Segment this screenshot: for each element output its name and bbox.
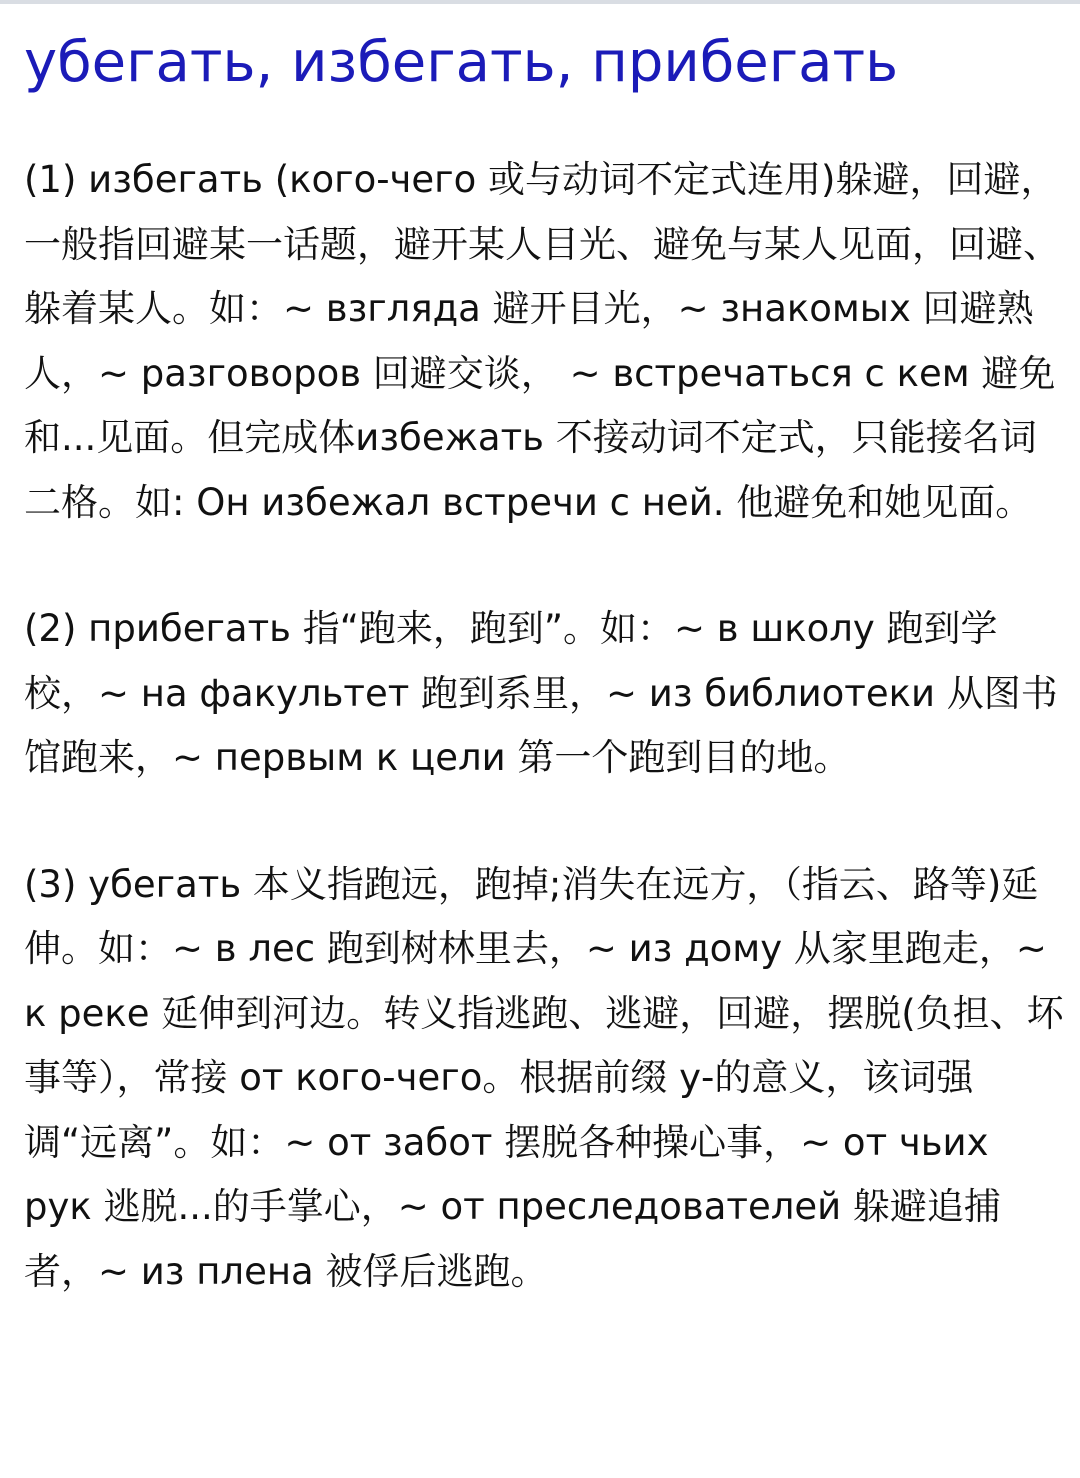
top-divider	[0, 0, 1080, 4]
definition-section-1: (1) избегать (кого-чего 或与动词不定式连用)躲避，回避，一般指回避某一话题，避开某人目光、避免与某人见面，回避、躲着某人。如：~ взгляда 避开目光，~ знакомых 回避熟人，~ разговоров 回避交谈， ~ встречаться с кем 避免和...见面。但完成体избежать 不接动词不定式，只能接名词二格。如: Он избежал встречи с ней. 他避免和她见面。	[24, 158, 1060, 524]
definition-section-2: (2) прибегать 指“跑来，跑到”。如：~ в школу 跑到学校，~ на факультет 跑到系里，~ из библиотеки 从图书馆跑来，~ первым к цели 第一个跑到目的地。	[24, 607, 1058, 779]
definition-section-3: (3) убегать 本义指跑远，跑掉;消失在远方，（指云、路等)延伸。如：~ в лес 跑到树林里去，~ из дому 从家里跑走，~ к реке 延伸到河边。转义指逃跑、逃避，回避，摆脱(负担、坏事等），常接 от кого-чего。根据前缀 у-的意义，该词强调“远离”。如：~ от забот 摆脱各种操心事，~ от чьих рук 逃脱...的手掌心，~ от преследователей 躲避追捕者，~ из плена 被俘后逃跑。	[24, 862, 1064, 1293]
page-title: убегать, избегать, прибегать	[24, 30, 899, 95]
article	[24, 22, 1064, 1304]
